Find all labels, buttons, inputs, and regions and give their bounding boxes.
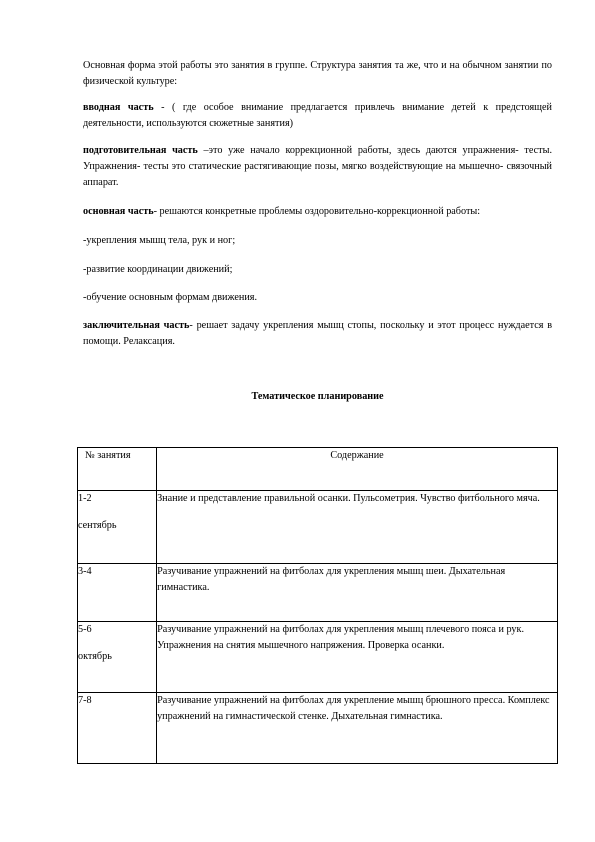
lesson-content: Разучивание упражнений на фитболах для укрепления мышц шеи. Дыхательная гимнастика. [157,564,558,622]
lesson-number-cell [78,491,157,564]
header-content: Содержание [157,448,558,491]
lesson-month: сентябрь [78,520,117,531]
section-preparatory-part [83,143,552,191]
section-term: подготовительная часть [83,145,198,156]
section-text: –это уже начало коррекционной работы, здесь даются упражнения- тесты. Упражнения- тесты это статические растягивающие позы, мягко воздействующие на мышечно- связочный аппарат. [83,145,553,188]
section-term: заключительная часть [83,320,190,331]
lesson-number-cell [78,693,157,764]
table-header-row [78,448,558,491]
section-intro-part [83,100,552,132]
lesson-content: Разучивание упражнений на фитболах для укрепление мышц брюшного пресса. Комплекс упражнений на гимнастической стенке. Дыхательная гимнастика. [157,693,558,764]
table-title: Тематическое планирование [251,391,384,402]
table-row [78,491,558,564]
section-main-part [83,204,552,220]
lesson-content: Знание и представление правильной осанки. Пульсометрия. Чувство фитбольного мяча. [157,491,558,564]
bullet-item: -укрепления мышц тела, рук и ног; [83,235,236,246]
lesson-number: 1-2 [78,493,92,504]
lesson-number-cell [78,564,157,622]
lesson-number: 5-6 [78,624,92,635]
table-row [78,622,558,693]
lesson-number: 3-4 [78,566,92,577]
plan-table [77,447,558,764]
section-final-part [83,318,552,350]
section-text: - ( где особое внимание предлагается привлечь внимание детей к предстоящей деятельности, используются сюжетные занятия) [83,102,552,129]
table-row [78,693,558,764]
lesson-month: октябрь [78,651,112,662]
table-row [78,564,558,622]
intro-paragraph: Основная форма этой работы это занятия в группе. Структура занятия та же, что и на обычном занятии по физической культуре: [83,60,552,87]
lesson-number-cell [78,622,157,693]
section-term: вводная часть [83,102,154,113]
lesson-content: Разучивание упражнений на фитболах для укрепления мышц плечевого пояса и рук. Упражнения на снятия мышечного напряжения. Проверка осанки. [157,622,558,693]
section-term: основная часть [83,206,154,217]
lesson-number: 7-8 [78,695,92,706]
section-text: - решаются конкретные проблемы оздоровительно-коррекционной работы: [153,206,481,217]
bullet-item: -обучение основным формам движения. [83,292,258,303]
section-text: - решает задачу укрепления мышц стопы, поскольку и этот процесс нуждается в помощи. Релаксация. [83,320,553,347]
bullet-item: -развитие координации движений; [83,264,233,275]
header-lesson-number: № занятия [78,448,157,491]
